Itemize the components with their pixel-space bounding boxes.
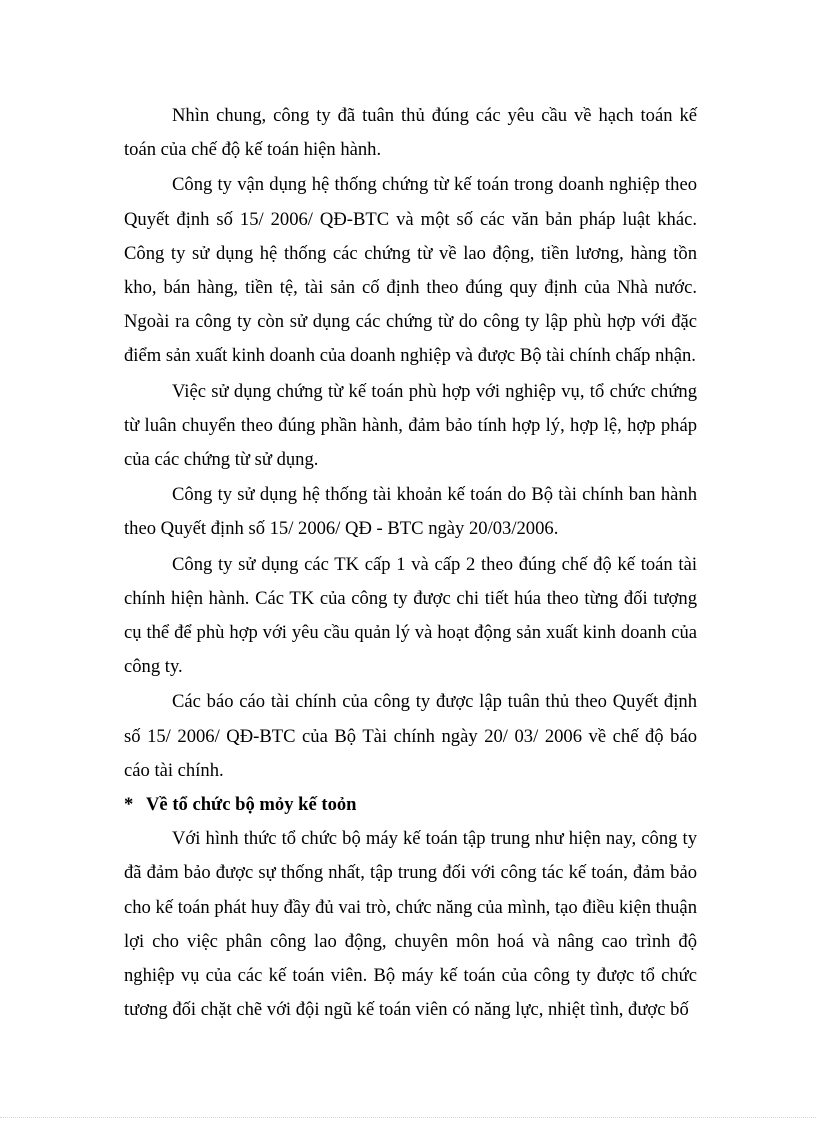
paragraph-accounting-organization: Với hình thức tổ chức bộ máy kế toán tập trung như hiện nay, công ty đã đảm bảo được sự thống nhất, tập trung đối với công tác kế toán, đảm bảo cho kế toán phát huy đầy đủ vai trò, chức năng của mình, tạo điều kiện thuận lợi cho việc phân công lao động, chuyên môn hoá và nâng cao trình độ nghiệp vụ của các kế toán viên. Bộ máy kế toán của công ty được tổ chức tương đối chặt chẽ với đội ngũ kế toán viên có năng lực, nhiệt tình, được bố — [124, 828, 697, 1021]
paragraph-voucher-usage: Việc sử dụng chứng từ kế toán phù hợp với nghiệp vụ, tổ chức chứng từ luân chuyển theo đúng phần hành, đảm bảo tính hợp lý, hợp lệ, hợp pháp của các chứng từ sử dụng. — [124, 380, 697, 471]
section-heading — [124, 788, 697, 822]
document-body — [124, 99, 697, 1027]
page-bottom-divider — [0, 1117, 816, 1118]
paragraph-account-system: Công ty sử dụng hệ thống tài khoản kế toán do Bộ tài chính ban hành theo Quyết định số 15/ 2006/ QĐ - BTC ngày 20/03/2006. — [124, 484, 697, 540]
paragraph-voucher-system: Công ty vận dụng hệ thống chứng từ kế toán trong doanh nghiệp theo Quyết định số 15/ 2006/ QĐ-BTC và một số các văn bản pháp luật khác. Công ty sử dụng hệ thống các chứng từ về lao động, tiền lương, hàng tồn kho, bán hàng, tiền tệ, tài sản cố định theo đúng quy định của Nhà nước. Ngoài ra công ty còn sử dụng các chứng từ do công ty lập phù hợp với đặc điểm sản xuất kinh doanh của doanh nghiệp và được Bộ tài chính chấp nhận. — [124, 174, 697, 367]
paragraph-account-levels: Công ty sử dụng các TK cấp 1 và cấp 2 theo đúng chế độ kế toán tài chính hiện hành. Các TK của công ty được chi tiết húa theo từng đối tượng cụ thể để phù hợp với yêu cầu quản lý và hoạt động sản xuất kinh doanh của công ty. — [124, 553, 697, 678]
paragraph-compliance-summary: Nhìn chung, công ty đã tuân thủ đúng các yêu cầu về hạch toán kế toán của chế độ kế toán hiện hành. — [124, 105, 697, 161]
paragraph-financial-reports: Các báo cáo tài chính của công ty được lập tuân thủ theo Quyết định số 15/ 2006/ QĐ-BTC của Bộ Tài chính ngày 20/ 03/ 2006 về chế độ báo cáo tài chính. — [124, 691, 697, 781]
heading-text: Về tổ chức bộ mỏy kế toỏn — [146, 794, 357, 816]
heading-bullet: * — [124, 794, 134, 816]
